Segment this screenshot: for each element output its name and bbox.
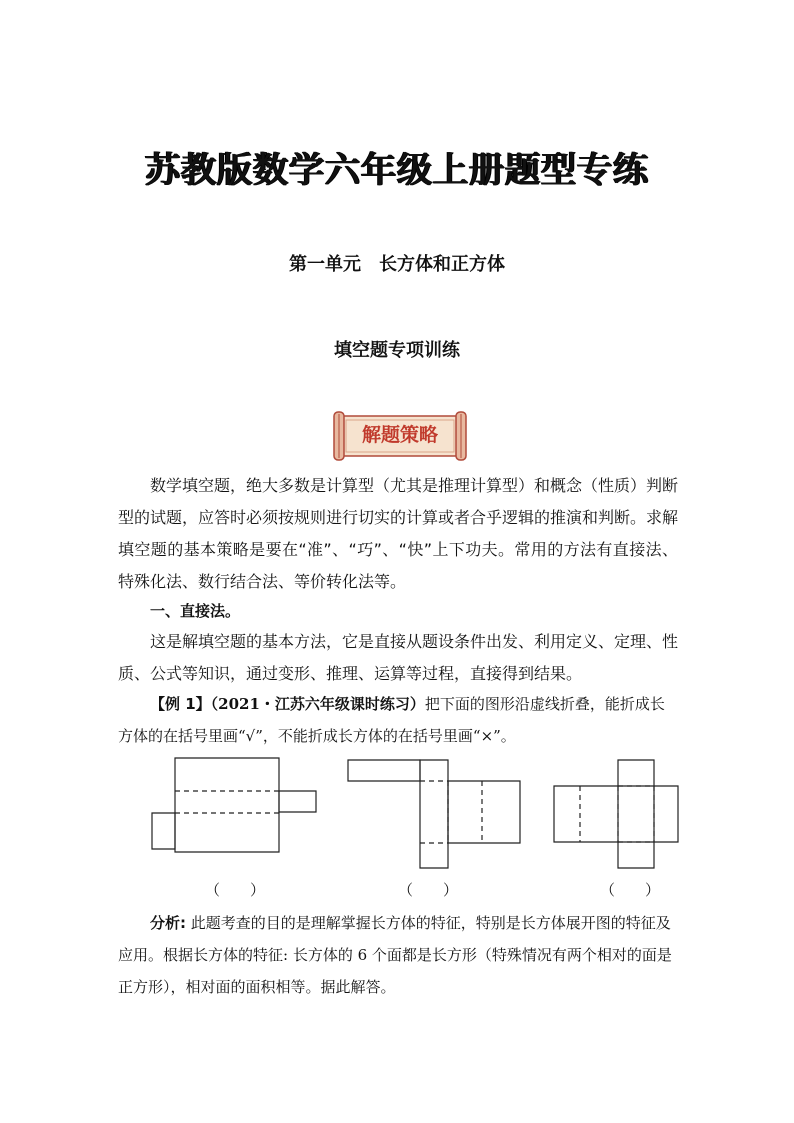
method-paragraph: 这是解填空题的基本方法，它是直接从题设条件出发、利用定义、定理、性质、公式等知识，通过变形、推理、运算等过程，直接得到结果。 bbox=[118, 632, 679, 683]
example-source: （2021・江苏六年级课时练习） bbox=[210, 695, 425, 713]
strategy-paragraph: 数学填空题，绝大多数是计算型（尤其是推理计算型）和概念（性质）判断型的试题，应答时必须按规则进行切实的计算或者合乎逻辑的推演和判断。求解填空题的基本策略是要在“准”、“巧”、“快”上下功夫。常用的方法有直接法、特殊化法、数行结合法、等价转化法等。 bbox=[118, 476, 679, 591]
method-heading: 一、直接法。 bbox=[150, 602, 241, 620]
net-figure-2 bbox=[346, 758, 522, 870]
net-figure-3 bbox=[552, 758, 682, 870]
answer-bracket-2[interactable]: （ ） bbox=[398, 881, 459, 899]
unit-title: 第一单元 长方体和正方体 bbox=[289, 254, 505, 275]
answer-bracket-1[interactable]: （ ） bbox=[205, 881, 266, 899]
answer-bracket-3[interactable]: （ ） bbox=[600, 881, 661, 899]
net-figure-1 bbox=[150, 756, 320, 856]
analysis-label: 分析: bbox=[150, 914, 186, 932]
analysis-text: 此题考查的目的是理解掌握长方体的特征，特别是长方体展开图的特征及应用。根据长方体的特征: 长方体的 6 个面都是长方形（特殊情况有两个相对的面是正方形），相对面的面积相等。据此解答。 bbox=[118, 914, 672, 996]
example-label: 【例 1】 bbox=[150, 695, 211, 713]
banner-label: 解题策略 bbox=[361, 424, 438, 446]
document-title: 苏教版数学六年级上册题型专练 bbox=[144, 151, 649, 191]
section-title: 填空题专项训练 bbox=[334, 340, 460, 361]
example-text: 把下面的图形沿虚线折叠，能折成长方体的在括号里画“√”，不能折成长方体的在括号里画“×”。 bbox=[118, 695, 665, 745]
analysis-paragraph bbox=[118, 907, 678, 1003]
example-1 bbox=[118, 688, 678, 752]
